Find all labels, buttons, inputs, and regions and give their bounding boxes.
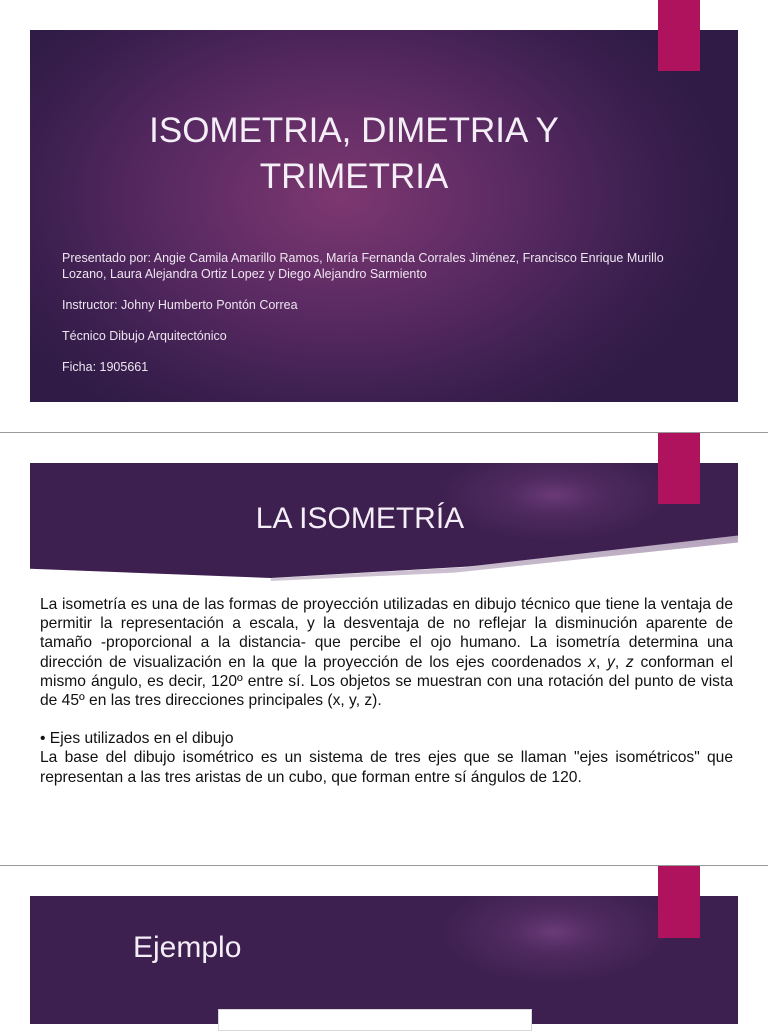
slide-ejemplo (0, 866, 768, 1024)
separator-text: , (614, 653, 626, 671)
ficha-text: Ficha: 1905661 (62, 360, 149, 374)
program-text: Técnico Dibujo Arquitectónico (62, 329, 227, 343)
presentation-info (62, 250, 684, 390)
paragraph-text: La isometría es una de las formas de proyección utilizadas en dibujo técnico que tiene la ventaja de permitir la representación a escala, y la desventaja de no reflejar la disminución aparente de tamaño -proporcional a la distancia- que percibe el ojo humano. La isometría determina una dirección de visualización en la que la proyección de los ejes coordenados (40, 596, 733, 671)
example-image-frame (218, 1009, 532, 1031)
axis-y-text: y (607, 653, 615, 671)
slide-heading: LA ISOMETRÍA (255, 502, 465, 535)
slide-isometria (0, 433, 768, 865)
slide-heading: Ejemplo (133, 931, 242, 964)
title-line-1: ISOMETRIA, DIMETRIA Y (149, 111, 559, 150)
accent-tab (658, 0, 700, 71)
presenters-text: Presentado por: Angie Camila Amarillo Ramos, María Fernanda Corrales Jiménez, Francisco Enrique Murillo Lozano, Laura Alejandra Ortiz Lopez y Diego Alejandro Sarmiento (62, 251, 664, 281)
bullet-item: • Ejes utilizados en el dibujo (40, 730, 234, 748)
presentation-title (100, 108, 608, 200)
axis-z-text: z (625, 653, 634, 671)
isometria-paragraph (40, 595, 733, 710)
title-line-2: TRIMETRIA (259, 157, 449, 196)
slide-title (0, 0, 768, 432)
separator-text: , (595, 653, 608, 671)
axis-x-text: x (588, 653, 596, 671)
paragraph-text: conforman el mismo ángulo, es decir, 120º entre sí. Los objetos se muestran con una rotación del punto de vista de 45º en las tres direcciones principales (x, y, z). (40, 653, 733, 710)
slide-body (40, 595, 733, 787)
accent-tab (658, 433, 700, 504)
accent-tab (658, 866, 700, 938)
ejes-paragraph: La base del dibujo isométrico es un sistema de tres ejes que se llaman "ejes isométricos" que representan a las tres aristas de un cubo, que forman entre sí ángulos de 120. (40, 749, 733, 786)
instructor-text: Instructor: Johny Humberto Pontón Correa (62, 298, 298, 312)
